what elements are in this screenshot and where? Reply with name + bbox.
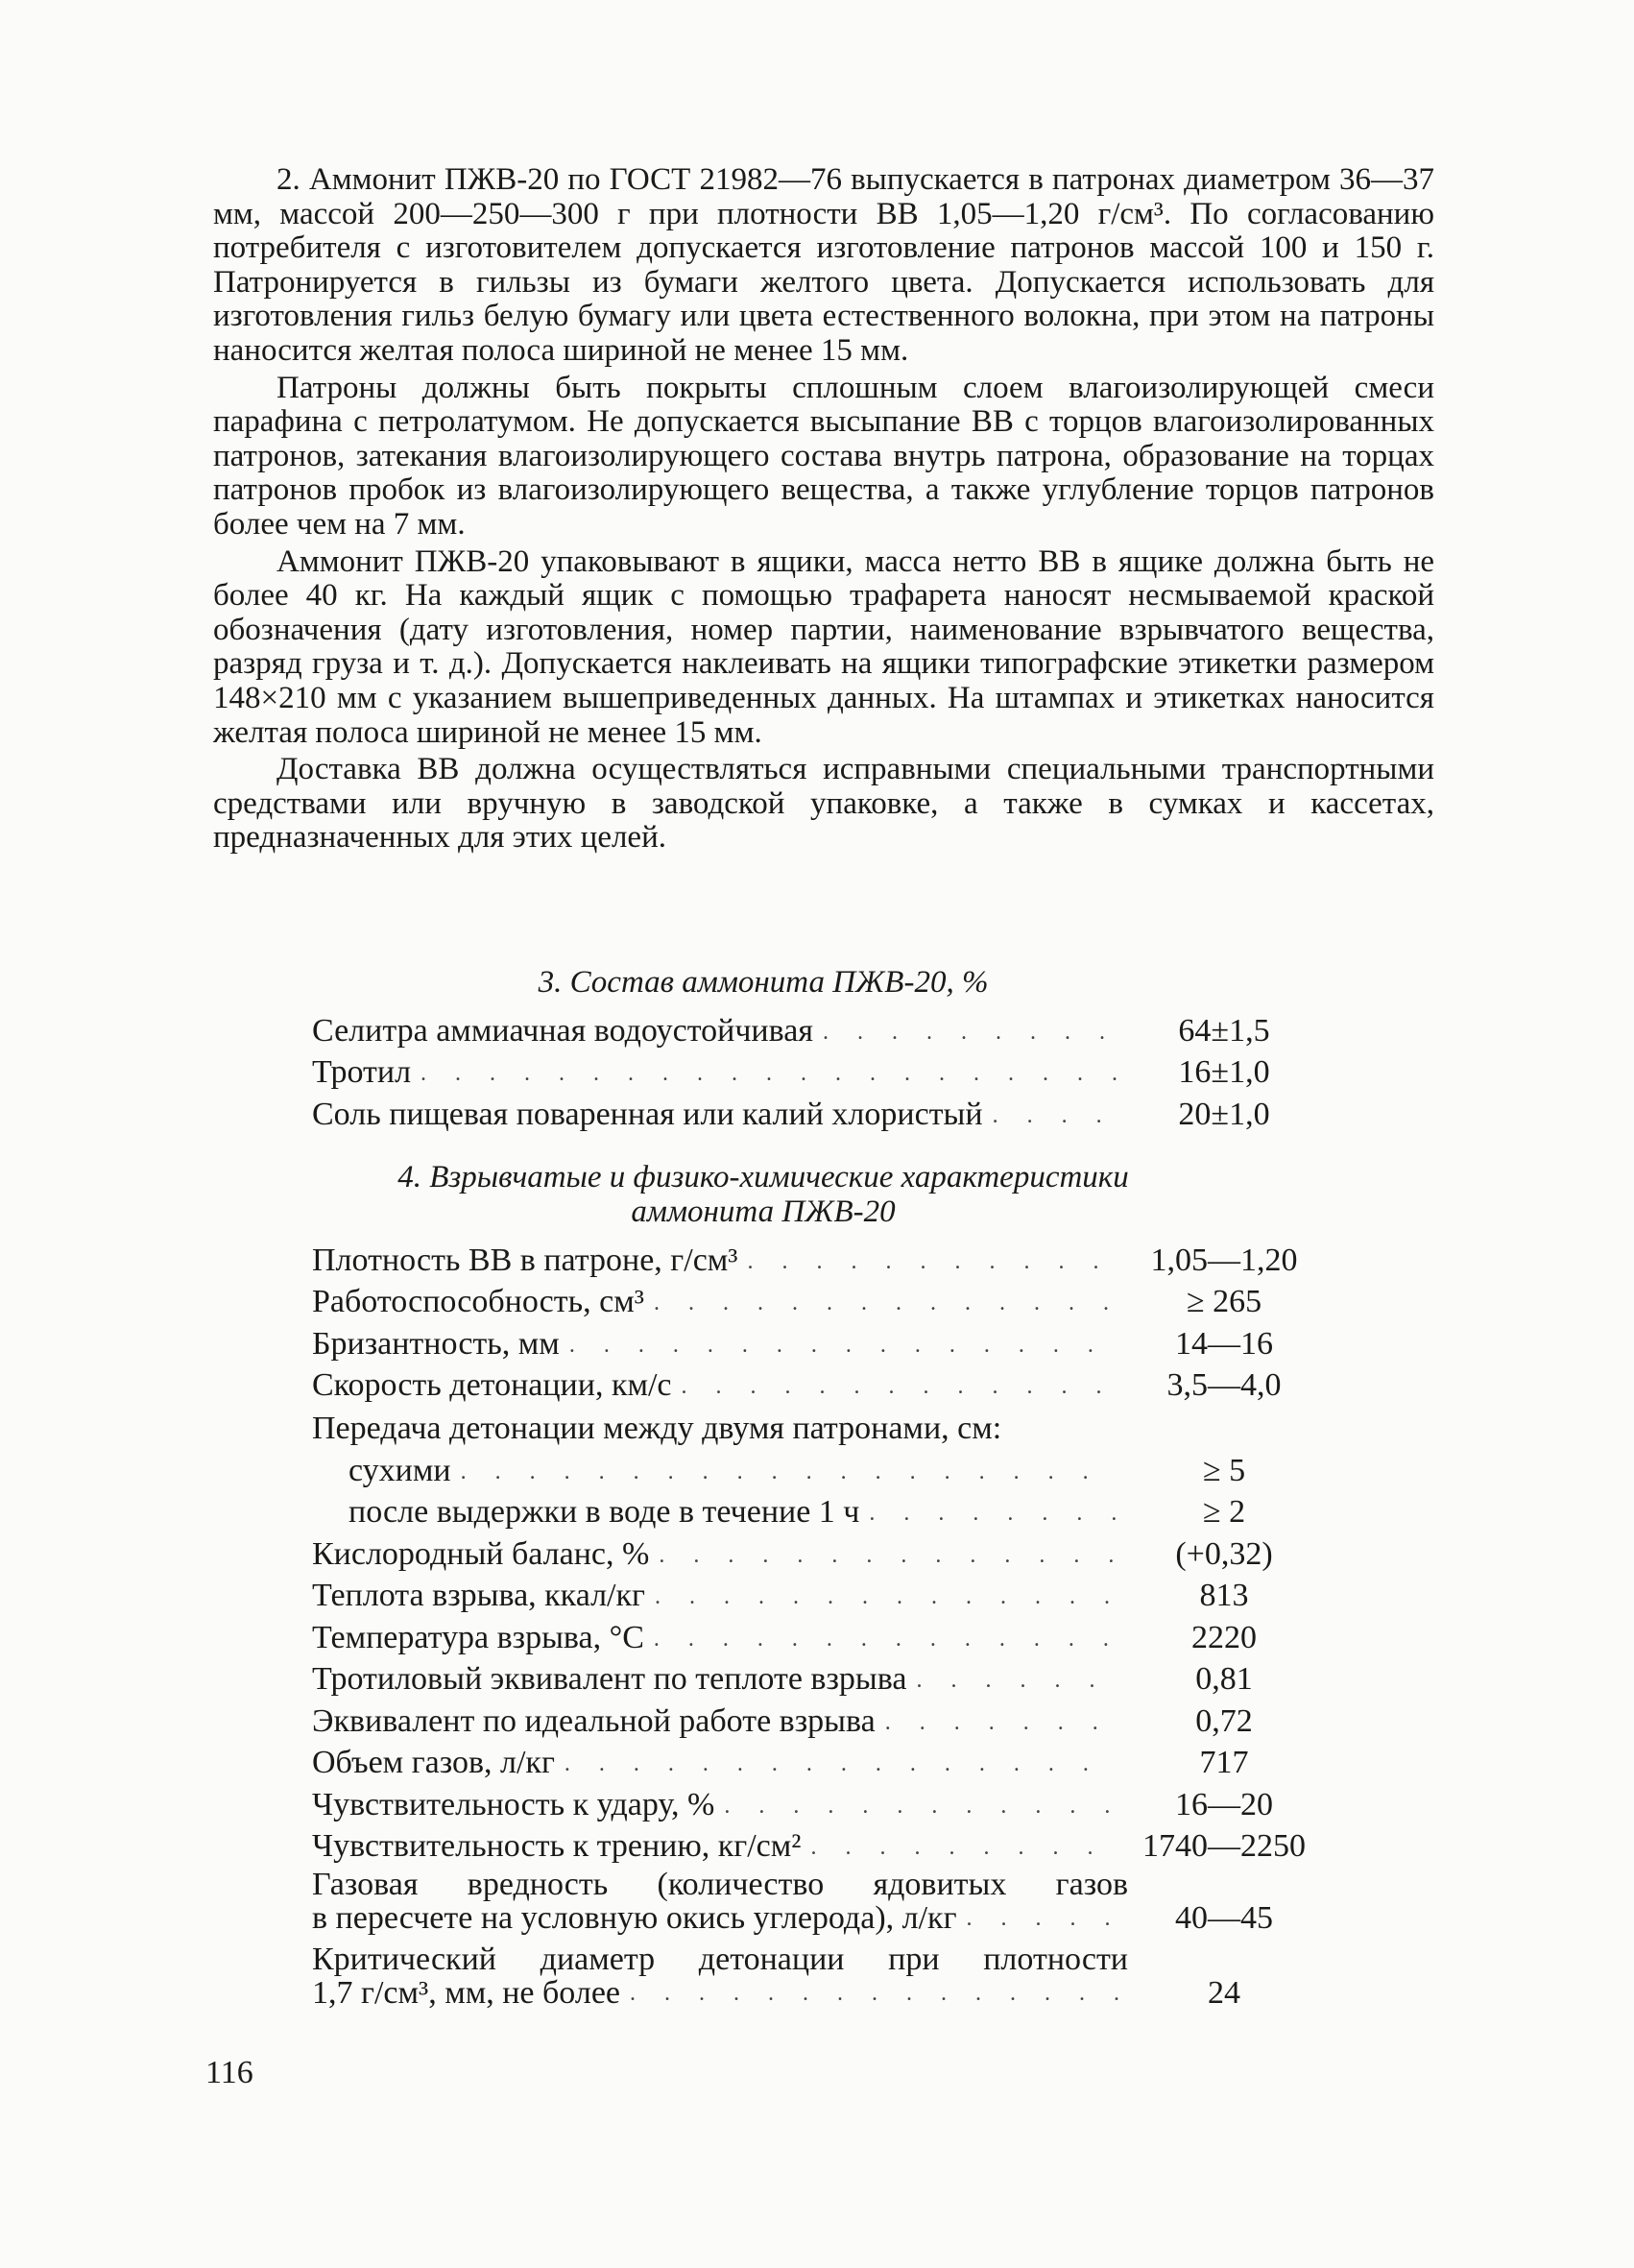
row-value: ≥ 265 [1186,1284,1262,1319]
table-row [312,1489,1320,1532]
row-label: Газовая вредность (количество ядовитых газов [312,1867,1128,1902]
row-label: Работоспособность, см³ [312,1284,644,1319]
table-row [312,1320,1320,1363]
table-row [312,1279,1320,1321]
row-label: Соль пищевая поваренная или калий хлористый [312,1096,983,1132]
row-value: 64±1,5 [1178,1012,1270,1049]
table-subheading [312,1404,1320,1447]
table-row [312,1091,1320,1133]
table-characteristics [312,1160,1320,2011]
row-label: Теплота взрыва, ккал/кг [312,1578,645,1613]
row-label: Плотность ВВ в патроне, г/см³ [312,1242,738,1278]
table-row [312,1007,1320,1050]
row-label: Критический диаметр детонации при плотности [312,1942,1128,1977]
page-number: 116 [205,2055,253,2090]
table-row [312,1237,1320,1279]
leader-dots [630,1982,1118,2011]
leader-dots [869,1502,1118,1531]
table-title: 3. Состав аммонита ПЖВ-20, % [538,965,989,1000]
leader-dots [823,1021,1118,1050]
row-value: 1740—2250 [1142,1828,1306,1864]
table-composition [312,965,1320,1133]
row-value: (+0,32) [1175,1535,1273,1572]
leader-dots [654,1291,1118,1320]
leader-dots [421,1062,1118,1091]
row-value: 1,05—1,20 [1150,1242,1298,1278]
row-value: ≥ 2 [1202,1494,1246,1530]
table-row [312,1050,1320,1092]
table-row [312,1531,1320,1573]
row-label: Передача детонации между двумя патронами, см: [312,1411,1002,1446]
row-label: в пересчете на условную окись углерода), л/кг [312,1900,957,1936]
row-label: Селитра аммиачная водоустойчивая [312,1012,813,1049]
table-row [312,1869,1320,1936]
body-text [213,163,1434,858]
leader-dots [569,1334,1118,1363]
paragraph: Аммонит ПЖВ-20 упаковывают в ящики, масса нетто ВВ в ящике должна быть не более 40 кг. На каждый ящик с помощью трафарета наносят несмываемой краской обозначения (дату изготовления, номер партии, наименование взрывчатого вещества, разряд груза и т. д.). Допускается наклеивать на ящики типографские этикетки размером 148×210 мм с указанием вышеприведенных данных. На штампах и этикетках наносится желтая полоса шириной не менее 15 мм. [213,543,1434,750]
row-value: 16±1,0 [1178,1054,1270,1090]
row-value: 0,72 [1195,1702,1253,1739]
row-value: 20±1,0 [1178,1096,1270,1132]
row-label: Скорость детонации, км/с [312,1367,672,1403]
leader-dots [655,1585,1118,1614]
row-label: Чувствительность к удару, % [312,1786,715,1822]
leader-dots [916,1669,1118,1698]
row-value: 14—16 [1175,1325,1273,1362]
row-label: Бризантность, мм [312,1325,560,1362]
leader-dots [659,1544,1118,1573]
row-label: Тротиловый эквивалент по теплоте взрыва [312,1661,907,1697]
row-value: ≥ 5 [1202,1452,1246,1488]
row-value: 40—45 [1175,1900,1273,1936]
row-value: 24 [1208,1975,1240,2011]
row-value: 2220 [1191,1619,1257,1655]
table-row [312,1363,1320,1405]
leader-dots [993,1104,1118,1133]
leader-dots [967,1907,1118,1936]
row-value: 813 [1199,1578,1249,1613]
paragraph: 2. Аммонит ПЖВ-20 по ГОСТ 21982—76 выпускается в патронах диаметром 36—37 мм, массой 200—250—300 г при плотности ВВ 1,05—1,20 г/см³. По согласованию потребителя с изготовителем допускается изготовление патронов массой 100 и 150 г. Патронируется в гильзы из бумаги желтого цвета. Допускается использовать для изготовления гильз белую бумагу или цвета естественного волокна, при этом на патроны наносится желтая полоса шириной не менее 15 мм. [213,162,1434,368]
table-row [312,1740,1320,1782]
leader-dots [724,1795,1118,1823]
table-row [312,1573,1320,1615]
table-title [350,1160,1176,1229]
row-label: Чувствительность к трению, кг/см² [312,1828,802,1864]
leader-dots [885,1711,1118,1740]
row-value: 0,81 [1195,1661,1253,1697]
row-value: 3,5—4,0 [1166,1367,1282,1403]
row-label: Эквивалент по идеальной работе взрыва [312,1702,876,1739]
leader-dots [654,1628,1118,1656]
row-value: 16—20 [1175,1786,1273,1822]
row-value: 717 [1199,1745,1249,1780]
table-row [312,1614,1320,1656]
row-label: Тротил [312,1054,412,1090]
row-label: Температура взрыва, °С [312,1619,644,1655]
table-title-line: 4. Взрывчатые и физико-химические характеристики [397,1160,1129,1194]
leader-dots [565,1752,1118,1781]
table-row [312,1943,1320,2011]
leader-dots [810,1836,1118,1865]
row-label: после выдержки в воде в течение 1 ч [348,1494,860,1530]
leader-dots [748,1250,1119,1279]
table-row [312,1656,1320,1699]
leader-dots [461,1460,1118,1489]
table-row [312,1447,1320,1489]
paragraph: Доставка ВВ должна осуществляться исправными специальными транспортными средствами или вручную в заводской упаковке, а также в сумках и кассетах, предназначенных для этих целей. [213,752,1434,856]
row-label: Кислородный баланс, % [312,1535,650,1572]
leader-dots [682,1375,1118,1404]
table-row [312,1823,1320,1866]
table-row [312,1698,1320,1740]
row-label: сухими [348,1452,451,1488]
table-row [312,1781,1320,1823]
paragraph: Патроны должны быть покрыты сплошным слоем влагоизолирующей смеси парафина с петролатумом. Не допускается высыпание ВВ с торцов влагоизолированных патронов, затекания влагоизолирующего состава внутрь патрона, образование на торцах патронов пробок из влагоизолирующего вещества, а также углубление торцов патронов более чем на 7 мм. [213,370,1434,542]
row-label: 1,7 г/см³, мм, не более [312,1975,621,2011]
row-label: Объем газов, л/кг [312,1745,555,1780]
table-title-line: аммонита ПЖВ-20 [631,1194,896,1229]
